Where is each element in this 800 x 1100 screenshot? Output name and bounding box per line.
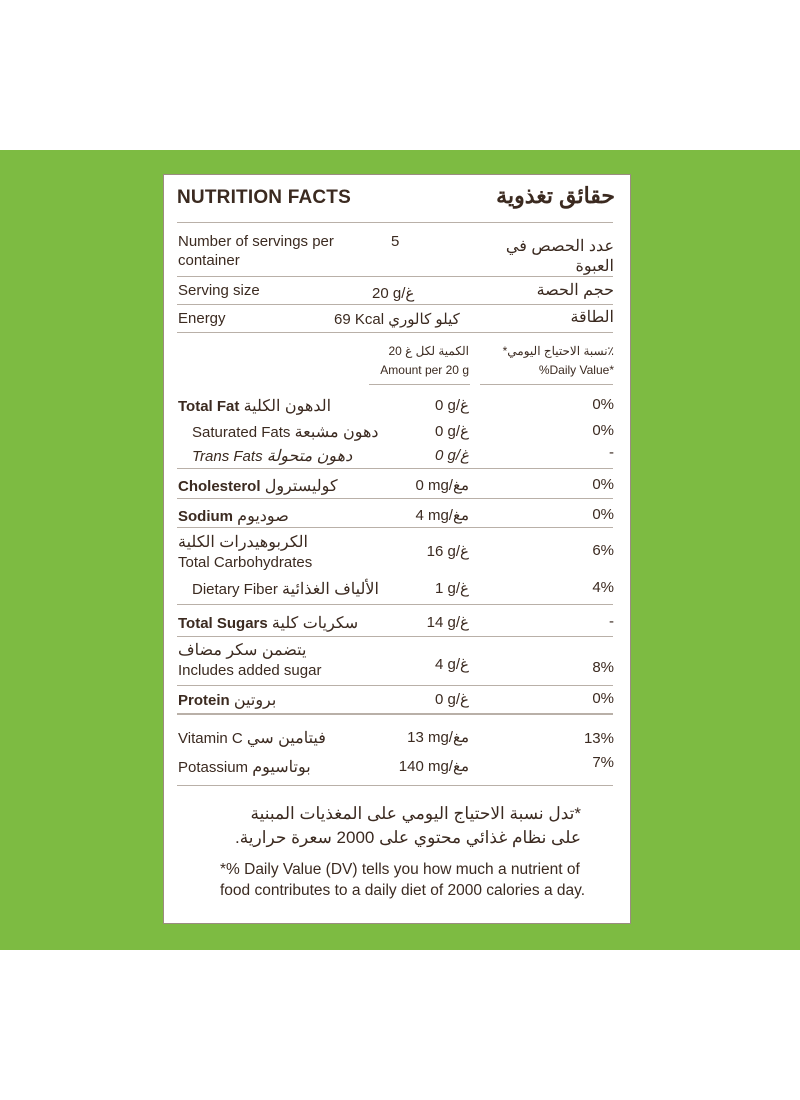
row-label: Sodium صوديوم xyxy=(178,508,289,525)
row-daily-value: 0% xyxy=(592,476,614,493)
divider xyxy=(177,685,613,686)
row-label-ar: الكربوهيدرات الكلية xyxy=(178,534,308,551)
row-daily-value: 0% xyxy=(592,396,614,413)
row-label: Total Fat الدهون الكلية xyxy=(178,398,332,415)
row-daily-value: - xyxy=(609,444,614,461)
row-daily-value: 7% xyxy=(592,754,614,771)
row-label: Protein بروتين xyxy=(178,692,277,709)
row-label-ar: يتضمن سكر مضاف xyxy=(178,642,307,659)
energy-value: 69 Kcal كيلو كالوري xyxy=(334,311,460,328)
row-amount: 1 g/غ xyxy=(435,580,469,597)
footnote-ar-line2: على نظام غذائي محتوي على 2000 سعرة حرارية. xyxy=(234,828,581,847)
row-label: Vitamin C فيتامين سي xyxy=(178,730,326,747)
energy-label-en: Energy xyxy=(178,310,226,327)
row-label: Saturated Fats دهون مشبعة xyxy=(192,424,379,441)
amount-header-en: Amount per 20 g xyxy=(380,363,469,377)
divider xyxy=(177,604,613,605)
dv-header-ar: ٪نسبة الاحتياج اليومي* xyxy=(502,344,614,358)
divider xyxy=(177,332,613,333)
row-daily-value: 4% xyxy=(592,579,614,596)
servings-label-ar-1: عدد الحصص في xyxy=(505,238,614,255)
row-daily-value: 0% xyxy=(592,690,614,707)
row-amount: 13 mg/مغ xyxy=(407,729,469,746)
divider xyxy=(177,222,613,223)
row-amount: 14 g/غ xyxy=(426,614,469,631)
row-daily-value: 13% xyxy=(583,730,614,747)
servings-label-en-1: Number of servings per xyxy=(178,233,334,250)
divider xyxy=(177,468,613,469)
dv-header-en: %Daily Value* xyxy=(538,363,614,377)
divider xyxy=(177,276,613,277)
row-label-en: Total Carbohydrates xyxy=(178,554,313,571)
row-label: Trans Fats دهون متحولة xyxy=(192,448,353,465)
servings-value: 5 xyxy=(391,233,400,250)
energy-label-ar: الطاقة xyxy=(570,309,614,326)
row-amount: 0 g/غ xyxy=(435,447,469,464)
serving-size-label-en: Serving size xyxy=(178,282,260,299)
divider xyxy=(177,527,613,528)
divider xyxy=(369,384,470,385)
row-amount: 16 g/غ xyxy=(426,543,469,560)
row-daily-value: 0% xyxy=(592,506,614,523)
footnote-en-line1: *% Daily Value (DV) tells you how much a nutrient of xyxy=(220,861,580,878)
footnote-en-line2: food contributes to a daily diet of 2000 calories a day. xyxy=(220,882,586,899)
serving-size-value: 20 g/غ xyxy=(372,285,415,302)
row-amount: 0 g/غ xyxy=(435,397,469,414)
divider xyxy=(177,636,613,637)
row-label-en: Includes added sugar xyxy=(178,662,322,679)
row-daily-value: 6% xyxy=(592,542,614,559)
row-label: Potassium بوتاسيوم xyxy=(178,759,311,776)
row-amount: 0 g/غ xyxy=(435,691,469,708)
servings-label-ar-2: العبوة xyxy=(575,258,614,275)
row-daily-value: 8% xyxy=(592,659,614,676)
row-label: Cholesterol كوليسترول xyxy=(178,478,338,495)
divider xyxy=(177,785,613,786)
footnote-ar-line1: *تدل نسبة الاحتياج اليومي على المغذيات المبنية xyxy=(250,804,581,823)
title-arabic: حقائق تغذوية xyxy=(496,183,615,208)
row-label: Dietary Fiber الألياف الغذائية xyxy=(192,581,379,598)
row-label: Total Sugars سكريات كلية xyxy=(178,615,359,632)
row-amount: 4 g/غ xyxy=(435,656,469,673)
row-amount: 4 mg/مغ xyxy=(415,507,469,524)
row-amount: 0 g/غ xyxy=(435,423,469,440)
row-amount: 140 mg/مغ xyxy=(398,758,469,775)
amount-header-ar: الكمية لكل غ 20 xyxy=(388,344,469,358)
serving-size-label-ar: حجم الحصة xyxy=(536,282,614,299)
divider xyxy=(177,304,613,305)
divider xyxy=(480,384,613,385)
divider xyxy=(177,498,613,499)
row-daily-value: 0% xyxy=(592,422,614,439)
servings-label-en-2: container xyxy=(178,252,240,269)
title-english: NUTRITION FACTS xyxy=(177,187,351,208)
divider xyxy=(177,713,613,715)
row-daily-value: - xyxy=(609,613,614,630)
row-amount: 0 mg/مغ xyxy=(415,477,469,494)
